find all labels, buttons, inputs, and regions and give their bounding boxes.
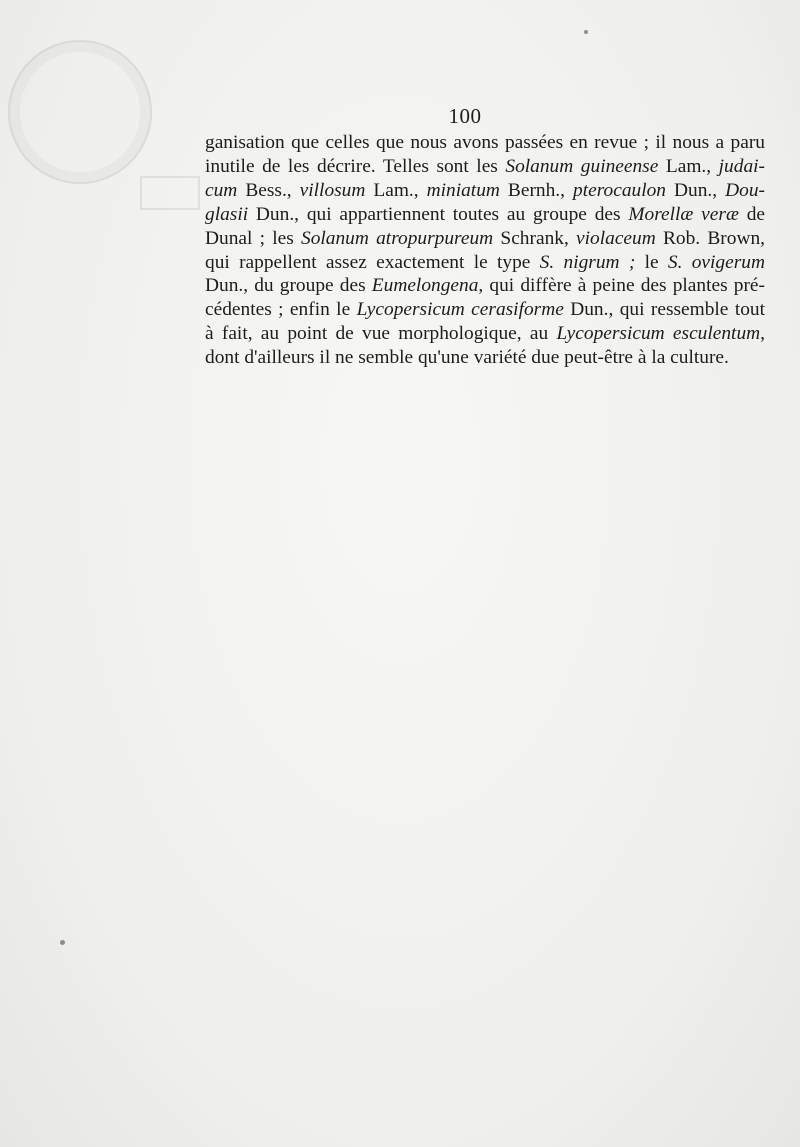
text-segment: Rob. Brown, [655, 227, 766, 249]
italic-term: glasii [205, 203, 249, 225]
italic-term: miniatum [426, 179, 500, 201]
text-segment: Dun., du groupe des [205, 275, 372, 297]
italic-term: Dou- [725, 179, 765, 201]
text-segment: Lam., [365, 179, 427, 201]
italic-term: Eumelongena [371, 275, 479, 297]
text-line [205, 298, 765, 322]
text-line [205, 203, 765, 227]
body-paragraph [205, 131, 765, 370]
text-line [205, 274, 765, 298]
text-segment: dont d'ailleurs il ne semble qu'une variété due peut-être à la culture. [205, 347, 729, 369]
text-segment: à fait, au point de vue morphologique, au [205, 323, 557, 345]
text-segment: Dun., [666, 179, 726, 201]
italic-term: violaceum [576, 227, 656, 249]
text-segment: Dun., qui appartiennent toutes au groupe des [248, 203, 629, 225]
text-segment: , qui diffère à peine des plantes pré- [478, 275, 765, 297]
text-segment: inutile de les décrire. Telles sont les [205, 155, 506, 177]
text-line [205, 155, 765, 179]
text-line [205, 131, 765, 155]
text-line [205, 227, 765, 251]
text-line [205, 179, 765, 203]
italic-term: cum [205, 179, 238, 201]
text-segment: Schrank, [493, 227, 577, 249]
text-segment: le [635, 251, 668, 273]
italic-term: S. ovigerum [667, 251, 765, 273]
text-segment: Dunal ; les [205, 227, 302, 249]
italic-term: Morellæ veræ [628, 203, 739, 225]
text-segment: de [738, 203, 766, 225]
text-line [205, 322, 765, 346]
italic-term: villosum [299, 179, 366, 201]
italic-term: Lycopersicum cerasiforme [356, 299, 564, 321]
page-number: 100 [448, 104, 482, 128]
italic-term: pterocaulon [573, 179, 667, 201]
text-segment: qui rappellent assez exactement le type [205, 251, 540, 273]
text-line [205, 346, 765, 370]
text-segment: Dun., qui ressemble tout [563, 299, 765, 321]
text-line [205, 251, 765, 275]
text-segment: ganisation que celles que nous avons passées en revue ; il nous a paru [205, 132, 765, 153]
ink-speck [584, 30, 588, 34]
text-segment: Bernh., [499, 179, 574, 201]
text-segment: , [760, 323, 766, 345]
italic-term: S. nigrum ; [539, 251, 636, 273]
italic-term: Solanum atropurpureum [301, 227, 494, 249]
text-segment: Lam., [658, 155, 719, 177]
text-segment: Bess., [237, 179, 300, 201]
italic-term: Lycopersicum esculentum [556, 323, 761, 345]
text-segment: cédentes ; enfin le [205, 299, 357, 321]
library-stamp-rectangle [140, 176, 200, 210]
italic-term: Solanum guineense [505, 155, 659, 177]
ink-speck [60, 940, 65, 945]
italic-term: judai- [718, 155, 765, 177]
